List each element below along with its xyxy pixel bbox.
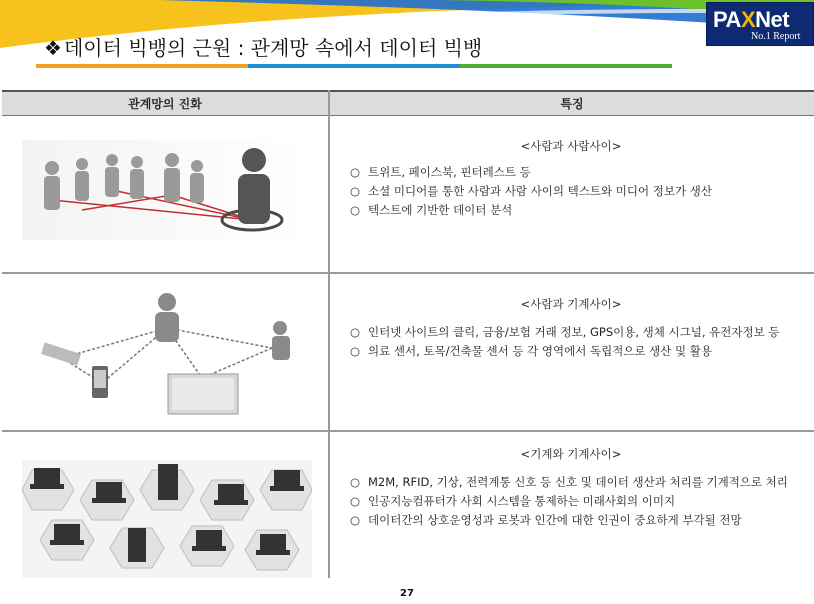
bullet-list-person-machine [348,324,804,362]
list-item: ○ M2M, RFID, 기상, 전력계통 신호 등 신호 및 데이터 생산과 처리를 기계적으로 처리 [349,475,788,489]
list-item: ○ 데이터간의 상호운영성과 로봇과 인간에 대한 인권이 중요하게 부각될 전망 [349,513,742,527]
table-header-row [2,90,814,116]
list-item: ○ 인공지능컴퓨터가 사회 시스템을 통제하는 미래사회의 이미지 [349,494,676,508]
diamond-bullet-icon: ❖ [44,36,62,60]
person-devices-network-icon [22,288,312,418]
row-divider [2,430,814,432]
slide-title-text: 데이터 빅뱅의 근원 : 관계망 속에서 데이터 빅뱅 [63,36,483,60]
list-item: ○ 텍스트에 기반한 데이터 분석 [349,203,513,217]
relationship-table [2,90,814,578]
list-item: ○ 소셜 미디어를 통한 사람과 사람 사이의 텍스트와 미디어 정보가 생산 [349,184,712,198]
section-heading-machine-machine: <기계와 기계사이> [520,447,622,461]
bullet-list-machine-machine [348,474,804,531]
laptop-grid-icon [22,460,312,578]
people-network-icon [22,140,312,240]
column-header-evolution: 관계망의 진화 [128,97,202,111]
section-heading-person-machine: <사람과 기계사이> [520,297,622,311]
list-item: ○ 트위트, 페이스북, 핀터레스트 등 [349,165,531,179]
column-header-features: 특징 [560,97,584,111]
paxnet-logo[interactable] [706,2,814,46]
row-divider [2,272,814,274]
section-heading-person-person: <사람과 사람사이> [520,139,622,153]
list-item: ○ 의료 센서, 토목/건축물 센서 등 각 영역에서 독립적으로 생산 및 활용 [349,344,713,358]
column-divider [328,90,330,578]
list-item: ○ 인터넷 사이트의 클릭, 금융/보험 거래 정보, GPS이용, 생체 시그널, 유전자정보 등 [349,325,780,339]
slide-title [44,32,482,61]
bullet-list-person-person [348,164,804,221]
logo-tagline: No.1 Report [751,31,801,42]
logo-brand: PAXNet [713,7,790,32]
title-underline [36,64,672,68]
page-number: 27 [400,588,414,599]
